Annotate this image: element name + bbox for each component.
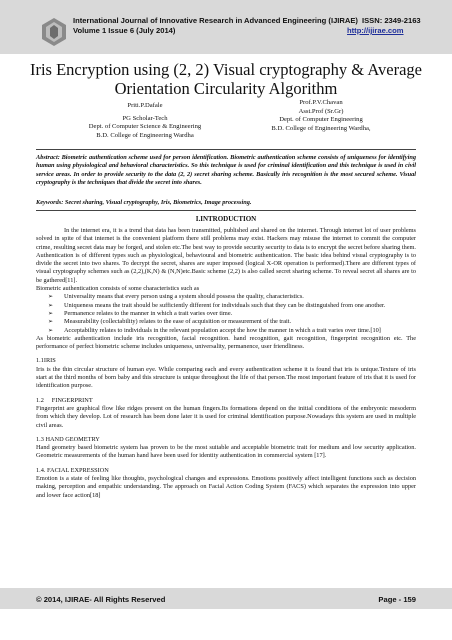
subsection-title-hand-geometry: 1.3 HAND GEOMETRY <box>36 435 100 443</box>
subsection-text-hand-geometry: Hand geometry based biometric system has proven to be the most suitable and acceptable biometric trait for medium and low security application. Geometric measurements of the human hand have been used for identity authentication in commercial system [17]. <box>36 444 416 460</box>
author-college: B.D. College of Engineering Wardha, <box>271 124 371 132</box>
journal-website-link[interactable]: http://ijirae.com <box>347 26 404 35</box>
author-college: B.D. College of Engineering Wardha <box>96 131 194 139</box>
abstract-top-rule <box>36 149 416 150</box>
paper-title: Iris Encryption using (2, 2) Visual cryptography & Average Orientation Circularity Algorithm <box>29 60 423 98</box>
subsection-text-iris: Iris is the thin circular structure of human eye. While comparing each and every authentication scheme it is found that iris is unique.Texture of iris start at the third months of born baby and this structure is unique throughout the life of that person.The most important feature of iris that it is used for identification purpose. <box>36 365 416 390</box>
keywords-bottom-rule <box>36 210 416 211</box>
subsection-text-fingerprint: Fingerprint are graphical flow like ridges present on the human fingers.Its formations depend on the initial conditions of the embryonic mesoderm from which they develop. Lot of research has been done later it is used for criminal identification purpose.Nowadays this system are used in multiple civil areas. <box>36 404 416 429</box>
issn: ISSN: 2349-2163 <box>361 16 421 25</box>
author-block-2 <box>246 99 396 133</box>
intro-paragraph: Biometric authentication consists of some characteristics such as <box>36 285 200 293</box>
journal-logo-icon <box>38 16 70 48</box>
journal-volume: Volume 1 Issue 6 (July 2014) <box>73 26 176 35</box>
arrow-bullet-icon: ➢ <box>48 309 54 317</box>
arrow-bullet-icon: ➢ <box>48 293 54 301</box>
arrow-bullet-icon: ➢ <box>48 301 54 309</box>
list-item: ➢ Uniqueness means the trait should be sufficiently different for individuals such that they can be distinguished from one another. <box>48 301 386 309</box>
characteristics-list <box>36 293 416 334</box>
list-item: ➢ Acceptability relates to individuals in the relevant population accept the how the manner in which a trait varies over time.[10] <box>48 326 381 334</box>
arrow-bullet-icon: ➢ <box>48 326 54 334</box>
author-block-1 <box>70 102 220 140</box>
subsection-title-fingerprint: 1.2 FINGERPRINT <box>36 396 93 404</box>
subsection-title-facial-expression: 1.4. FACIAL EXPRESSION <box>36 466 109 474</box>
list-item: ➢ Permanence relates to the manner in which a trait varies over time. <box>48 309 233 317</box>
author-name: Priti.P.Dafale <box>127 102 163 109</box>
list-item: ➢ Measurability (collectability) relates to the ease of acquisition or measurement of the trait. <box>48 318 292 326</box>
author-role: Asst.Prof (Sr.Gr) <box>298 107 344 115</box>
keywords: Keywords: Secret sharing, Visual cryptography, Iris, Biometrics, Image processing. <box>36 199 252 206</box>
author-dept: Dept. of Computer Engineering <box>279 116 363 123</box>
list-item: ➢ Universality means that every person using a system should possess the quality, characteristics. <box>48 293 304 301</box>
subsection-text-facial-expression: Emotion is a state of feeling like thoughts, psychological changes and expressions. Emotions positively affect intelligent functions such as decision making, perception and empathic understanding. The approach on Facial Action Coding System (FACS) which separates the expression into upper and lower face action[18] <box>36 475 416 499</box>
arrow-bullet-icon: ➢ <box>48 318 54 326</box>
intro-paragraph: In the internet era, it is a trend that data has been transmitted, published and shared on the internet. Through internet lot of user problems solved in spite of that internet is the convenient platform there still problems may exist. Hackers may misuse the internet to commit the computer crime, resulting secret data may be forged, and stolen etc.The best way to provide security security to data is to encrypt the secret before sharing them. Authentication is of different types such as physiological, behavioural and biometric authentication. The basic idea behind visual cryptography is to divide the secret into two shares. To decrypt the secret, shares are super imposed (logical X-OR operation is performed).There are different types of visual cryptography schemes such as (2,2),(K,N) & (N,N)etc.Basic scheme (2,2) is also called secret sharing scheme. To reveal secret all shares are to be gathered[11]. <box>36 227 416 284</box>
body-text <box>36 227 416 500</box>
journal-header <box>73 16 421 36</box>
author-dept: Dept. of Computer Science & Engineering <box>88 123 202 130</box>
author-name: Prof.P.V.Chavan <box>299 99 343 106</box>
abstract: Abstract: Biometric authentication scheme used for person identification. Biometric authentication scheme consists of uniqueness for identifying human using physiological and behavioral characteristics. So this technique is used for criminal identification and this technique is used in civil service areas. In order to provide security to the data (2, 2) secret sharing scheme. Basically iris recognition is the most secured scheme. Visual cryptography is the techniques that divide the secret into shares. <box>36 154 416 187</box>
journal-name: International Journal of Innovative Research in Advanced Engineering (IJIRAE) <box>73 16 358 25</box>
subsection-title-iris: 1.1IRIS <box>36 357 56 365</box>
copyright: © 2014, IJIRAE- All Rights Reserved <box>36 595 166 604</box>
intro-paragraph: As biometric authentication include iris recognition, facial recognition. hand recognition, gait recognition, fingerprint recognition etc. The performance of perfect biometric scheme includes uniqueness, universality, permanence, user friendliness. <box>36 334 416 351</box>
page-number: Page - 159 <box>378 595 416 604</box>
author-role: PG Scholar-Tech <box>122 114 168 122</box>
section-title-introduction: I.INTRODUCTION <box>195 215 257 223</box>
